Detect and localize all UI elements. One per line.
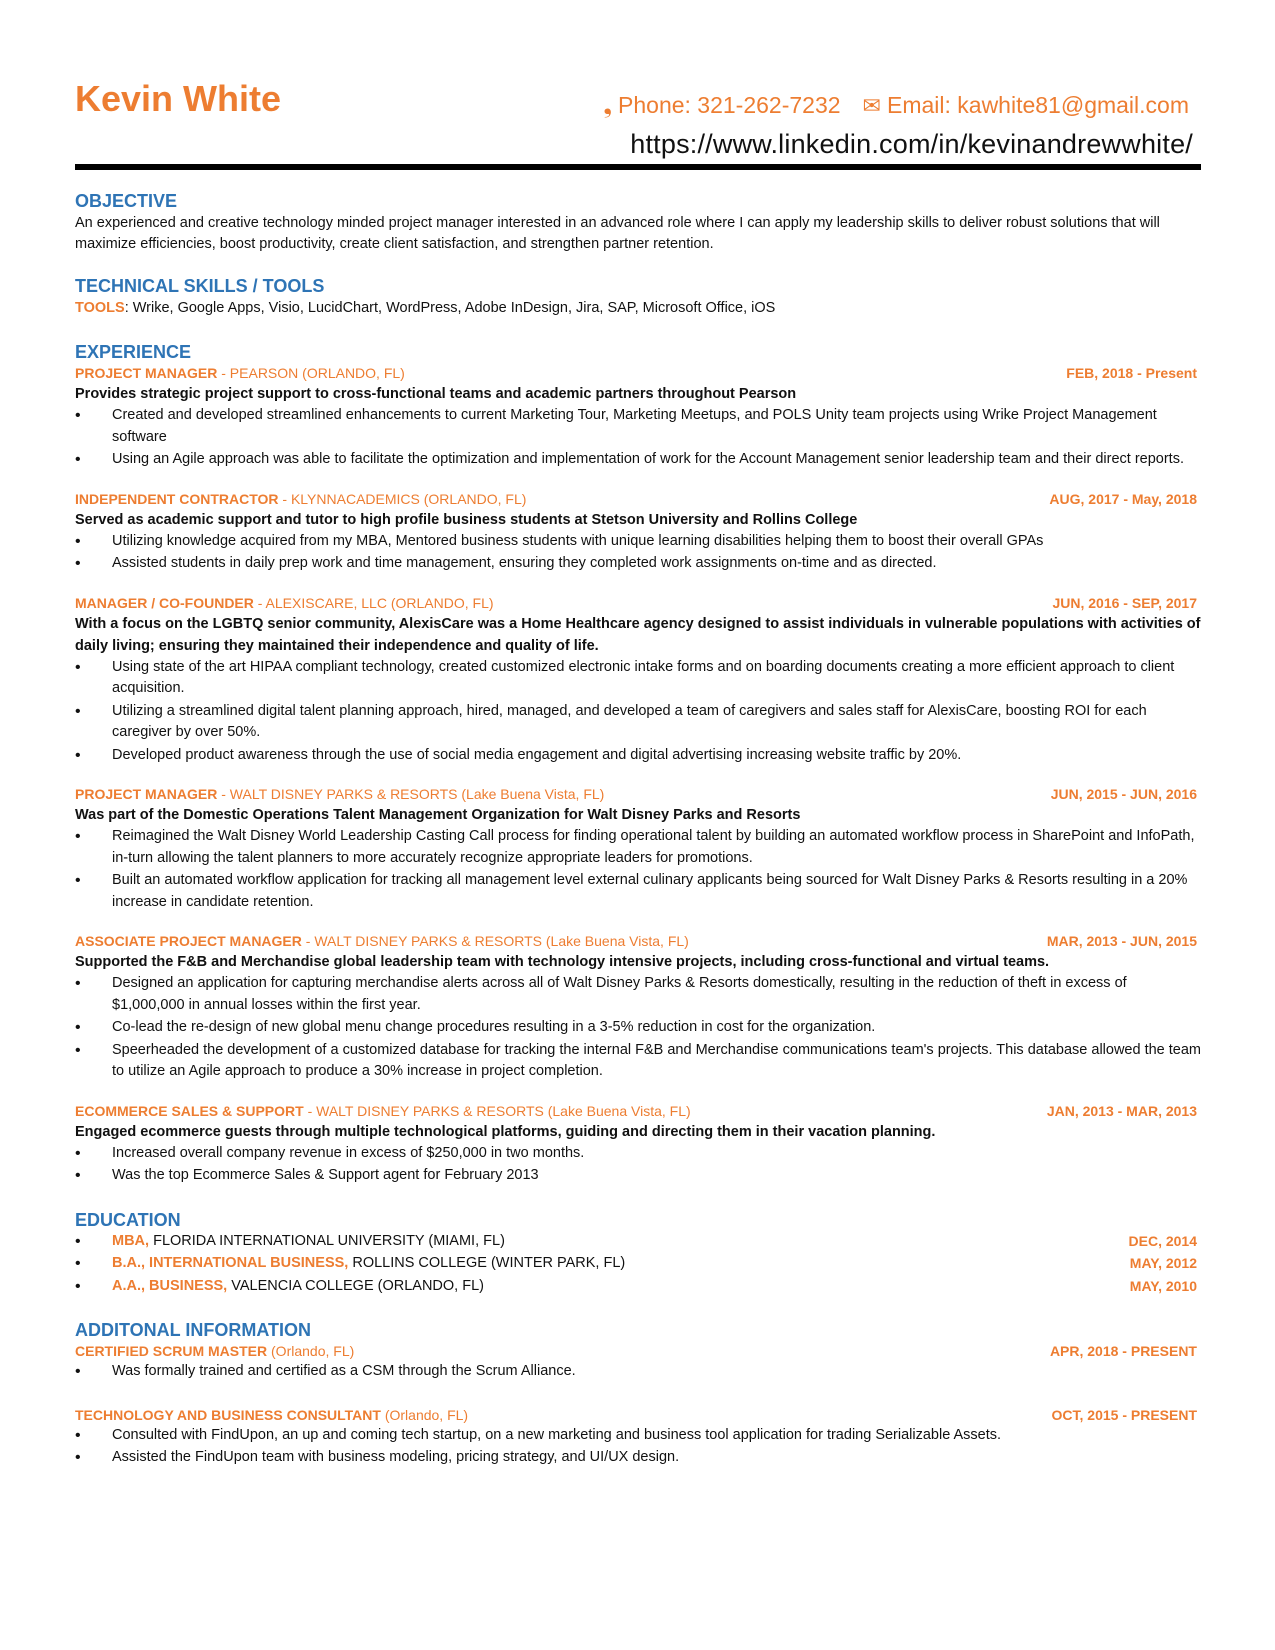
entry-bullets [75, 1361, 1201, 1383]
entry-title: CERTIFIED SCRUM MASTER [75, 1343, 268, 1359]
experience-section [75, 341, 1201, 1187]
job-bullets [75, 1143, 1201, 1187]
job-title: ASSOCIATE PROJECT MANAGER [75, 933, 302, 949]
list-item: • Utilizing knowledge acquired from my MBA, Mentored business students with unique learning disabilities helping them to boost their overall GPAs [75, 531, 1201, 553]
degree: A.A., BUSINESS, [112, 1277, 228, 1294]
job-employer: - KLYNNACADEMICS (ORLANDO, FL) [278, 490, 527, 507]
job-bullets [75, 973, 1201, 1083]
job-header [75, 593, 1201, 613]
additional-section [75, 1319, 1201, 1469]
section-title: ADDITONAL INFORMATION [75, 1320, 311, 1340]
additional-entry [75, 1341, 1201, 1383]
job-bullets [75, 826, 1201, 913]
education-list [75, 1231, 1201, 1298]
entry-header [75, 1341, 1201, 1361]
education-section [75, 1209, 1201, 1298]
tools-label: TOOLS [75, 300, 125, 316]
list-item: • Assisted the FindUpon team with business modeling, pricing strategy, and UI/UX design. [75, 1447, 1201, 1469]
job-header [75, 363, 1201, 383]
school: ROLLINS COLLEGE (WINTER PARK, FL) [348, 1255, 626, 1271]
job-dates: AUG, 2017 - May, 2018 [1049, 490, 1197, 507]
job-employer: - WALT DISNEY PARKS & RESORTS (Lake Buena Vista, FL) [217, 786, 605, 802]
linkedin-link[interactable]: https://www.linkedin.com/in/kevinandrewwhite/ [630, 129, 1193, 159]
education-item [75, 1231, 1201, 1253]
job-entry [75, 489, 1201, 575]
contact-line [603, 92, 1189, 119]
job-employer: - WALT DISNEY PARKS & RESORTS (Lake Buena Vista, FL) [303, 1102, 691, 1119]
job-title: INDEPENDENT CONTRACTOR [75, 490, 279, 507]
school: FLORIDA INTERNATIONAL UNIVERSITY (MIAMI, FL) [149, 1232, 505, 1249]
job-header [75, 1101, 1201, 1121]
job-dates: MAR, 2013 - JUN, 2015 [1046, 933, 1197, 949]
envelope-icon: ✉ [862, 93, 881, 118]
education-item [75, 1276, 1201, 1298]
job-header [75, 784, 1201, 804]
additional-entry [75, 1405, 1201, 1469]
email-text[interactable]: Email: kawhite81@gmail.com [886, 92, 1189, 118]
job-entry [75, 593, 1201, 767]
job-entry [75, 931, 1201, 1083]
job-dates: JUN, 2016 - SEP, 2017 [1052, 594, 1197, 611]
resume-header [75, 0, 1201, 172]
job-header [75, 489, 1201, 509]
graduation-date: MAY, 2010 [1129, 1277, 1197, 1294]
list-item: • Consulted with FindUpon, an up and coming tech startup, on a new marketing and business tool application for trading Serializable Assets. [75, 1425, 1201, 1447]
phone-icon: ❟ [603, 93, 613, 118]
entry-location: (Orlando, FL) [267, 1343, 355, 1359]
section-title: EDUCATION [75, 1209, 181, 1230]
section-title: TECHNICAL SKILLS / TOOLS [75, 276, 325, 296]
job-dates: JUN, 2015 - JUN, 2016 [1050, 786, 1197, 802]
list-item: • Was formally trained and certified as a CSM through the Scrum Alliance. [75, 1361, 1201, 1383]
list-item: • Assisted students in daily prep work and time management, ensuring they completed work assignments on-time and as directed. [75, 553, 1201, 575]
job-summary: Supported the F&B and Merchandise global leadership team with technology intensive projects, including cross-functional and virtual teams. [75, 954, 1050, 970]
entry-dates: OCT, 2015 - PRESENT [1051, 1406, 1197, 1423]
entry-dates: APR, 2018 - PRESENT [1049, 1343, 1197, 1359]
phone-text: Phone: 321-262-7232 [618, 92, 841, 118]
job-dates: JAN, 2013 - MAR, 2013 [1046, 1102, 1197, 1119]
job-summary: Served as academic support and tutor to high profile business students at Stetson University and Rollins College [75, 511, 858, 528]
tools-line [75, 298, 1201, 319]
graduation-date: MAY, 2012 [1129, 1255, 1197, 1271]
job-employer: - PEARSON (ORLANDO, FL) [217, 365, 405, 381]
list-item: • Designed an application for capturing merchandise alerts across all of Walt Disney Parks & Resorts domestically, resulting in the reduction of theft in excess of $1,000,000 in annual losses within the first year. [75, 973, 1201, 1016]
list-item: • Increased overall company revenue in excess of $250,000 in two months. [75, 1143, 1201, 1165]
job-bullets [75, 531, 1201, 575]
list-item: • Built an automated workflow application for tracking all management level external culinary applicants being sourced for Walt Disney Parks & Resorts resulting in a 20% increase in candidate retention. [75, 870, 1201, 913]
section-title: OBJECTIVE [75, 191, 178, 211]
job-summary: With a focus on the LGBTQ senior community, AlexisCare was a Home Healthcare agency designed to assist individuals in vulnerable populations with activities of daily living; ensuring they maintained their independence and quality of life. [75, 615, 1201, 654]
list-item: • Speerheaded the development of a customized database for tracking the internal F&B and Merchandise communications team's projects. This database allowed the team to utilize an Agile approach to produce a 30% increase in project completion. [75, 1040, 1201, 1083]
entry-bullets [75, 1425, 1201, 1469]
list-item: • Using an Agile approach was able to facilitate the optimization and implementation of work for the Account Management senior leadership team and their direct reports. [75, 449, 1201, 471]
school: VALENCIA COLLEGE (ORLANDO, FL) [227, 1277, 484, 1294]
job-entry [75, 784, 1201, 913]
list-item: • Using state of the art HIPAA compliant technology, created customized electronic intake forms and on boarding documents creating a more efficient approach to client acquisition. [75, 657, 1201, 700]
entry-header [75, 1405, 1201, 1425]
job-employer: - WALT DISNEY PARKS & RESORTS (Lake Buena Vista, FL) [301, 933, 689, 949]
job-dates: FEB, 2018 - Present [1066, 365, 1197, 381]
list-item: • Created and developed streamlined enhancements to current Marketing Tour, Marketing Meetups, and POLS Unity team projects using Wrike Project Management software [75, 405, 1201, 448]
degree: B.A., INTERNATIONAL BUSINESS, [112, 1255, 349, 1271]
skills-section [75, 275, 1201, 319]
job-employer: - ALEXISCARE, LLC (ORLANDO, FL) [253, 594, 494, 611]
resume-page [75, 0, 1201, 1470]
list-item: • Reimagined the Walt Disney World Leadership Casting Call process for finding operational talent by building an automated workflow process in SharePoint and InfoPath, in-turn allowing the talent planners to more accurately recognize appropriate leaders for promotions. [75, 826, 1201, 869]
candidate-name: Kevin White [75, 78, 282, 119]
degree: MBA, [112, 1232, 150, 1249]
job-bullets [75, 657, 1201, 767]
objective-section [75, 190, 1201, 255]
job-title: PROJECT MANAGER [75, 786, 218, 802]
list-item: • Utilizing a streamlined digital talent planning approach, hired, managed, and developed a team of caregivers and sales staff for AlexisCare, boosting ROI for each caregiver by over 50%. [75, 701, 1201, 744]
job-entry [75, 363, 1201, 471]
job-summary: Was part of the Domestic Operations Talent Management Organization for Walt Disney Parks and Resorts [75, 807, 801, 823]
job-title: ECOMMERCE SALES & SUPPORT [75, 1102, 304, 1119]
section-title: EXPERIENCE [75, 342, 192, 362]
job-title: MANAGER / CO-FOUNDER [75, 594, 254, 611]
job-summary: Engaged ecommerce guests through multiple technological platforms, guiding and directing them in their vacation planning. [75, 1123, 936, 1140]
job-bullets [75, 405, 1201, 471]
job-entry [75, 1101, 1201, 1187]
objective-text: An experienced and creative technology minded project manager interested in an advanced role where I can apply my leadership skills to deliver robust solutions that will maximize efficiencies, boost productivity, create client satisfaction, and strengthen partner retention. [75, 215, 1160, 252]
graduation-date: DEC, 2014 [1128, 1232, 1197, 1249]
list-item: • Co-lead the re-design of new global menu change procedures resulting in a 3-5% reduction in cost for the organization. [75, 1017, 1201, 1039]
job-header [75, 931, 1201, 951]
tools-text: : Wrike, Google Apps, Visio, LucidChart, WordPress, Adobe InDesign, Jira, SAP, Microsoft Office, iOS [124, 300, 776, 316]
entry-location: (Orlando, FL) [380, 1406, 469, 1423]
education-item [75, 1253, 1201, 1275]
header-divider [75, 164, 1201, 170]
list-item: • Developed product awareness through the use of social media engagement and digital advertising increasing website traffic by 20%. [75, 745, 1201, 767]
list-item: • Was the top Ecommerce Sales & Support agent for February 2013 [75, 1165, 1201, 1187]
entry-title: TECHNOLOGY AND BUSINESS CONSULTANT [75, 1406, 381, 1423]
job-title: PROJECT MANAGER [75, 365, 218, 381]
job-summary: Provides strategic project support to cross-functional teams and academic partners throughout Pearson [75, 386, 797, 402]
